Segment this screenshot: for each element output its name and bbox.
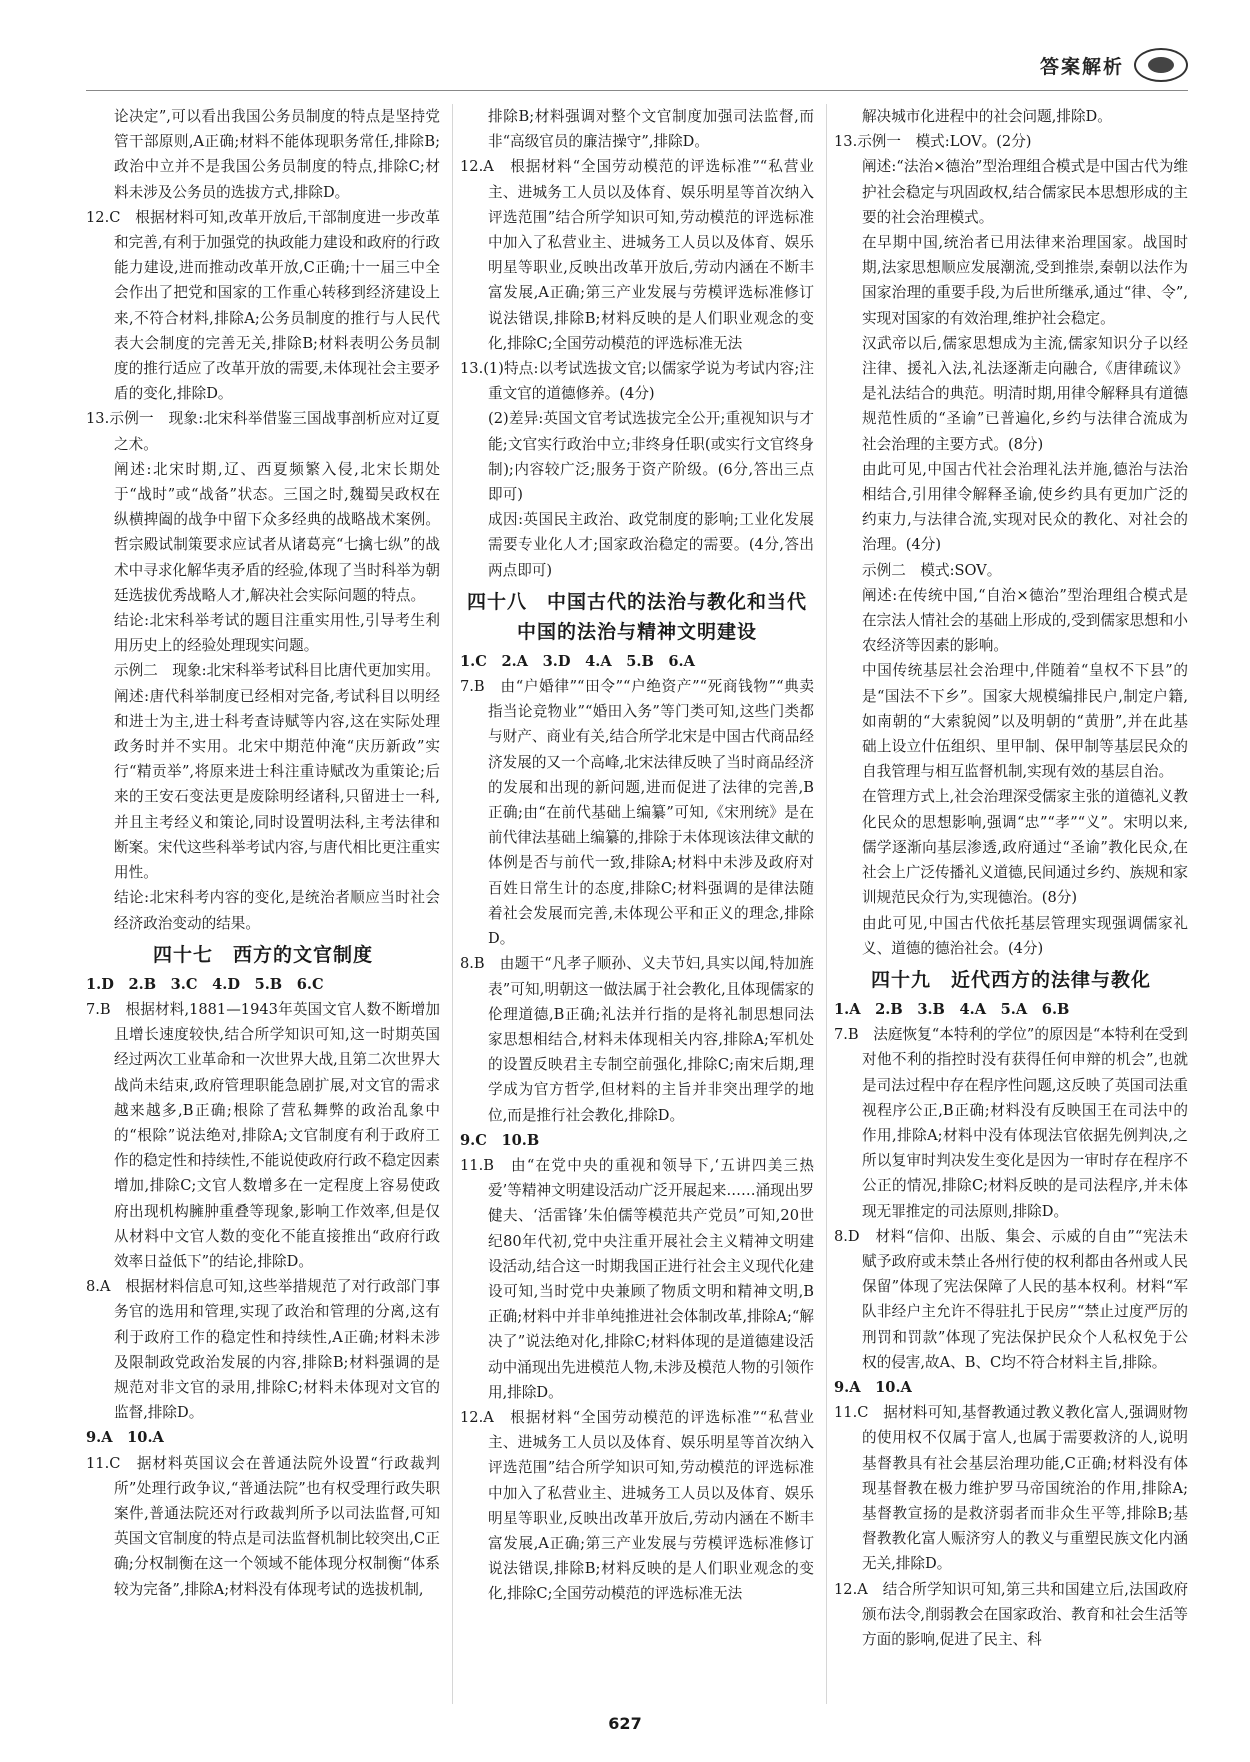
paragraph: 成因:英国民主政治、政党制度的影响;工业化发展需要专业化人才;国家政治稳定的需要。(4分,答出两点即可) xyxy=(488,511,814,579)
paragraph: 中国传统基层社会治理中,伴随着“皇权不下县”的是“国法不下乡”。国家大规模编排民户,制定户籍,如南朝的“大索貌阅”以及明朝的“黄册”,并在此基础上设立什伍组织、里甲制、保甲制等基层民众的自我管理与相互监督机制,实现有效的基层自治。 xyxy=(862,662,1188,781)
column-2 xyxy=(452,104,814,1704)
section-title: 四十七 西方的文官制度 xyxy=(152,943,373,966)
section-title: 四十八 中国古代的法治与教化和当代中国的法治与精神文明建设 xyxy=(466,590,807,643)
paragraph: 示例二 模式:SOV。 xyxy=(862,561,1002,579)
answer-item: 12.A 根据材料“全国劳动模范的评选标准”“私营业主、进城务工人员以及体育、娱乐明星等首次纳入评选范围”结合所学知识可知,劳动模范的评选标准中加入了私营业主、进城务工人员以及体育、娱乐明星等职业,反映出改革开放后,劳动内涵在不断丰富发展,A正确;第三产业发展与劳模评选标准修订说法错误,排除B;材料反映的是人们职业观念的变化,排除C;全国劳动模范的评选标准无法 xyxy=(460,158,814,352)
paragraph: 结论:北宋科举考试的题目注重实用性,引导考生利用历史上的经验处理现实问题。 xyxy=(114,612,440,655)
paragraph: 阐述:“法治×德治”型治理组合模式是中国古代为维护社会稳定与巩固政权,结合儒家民本思想形成的主要的社会治理模式。 xyxy=(862,158,1188,226)
answer-item: 12.A 根据材料“全国劳动模范的评选标准”“私营业主、进城务工人员以及体育、娱乐明星等首次纳入评选范围”结合所学知识可知,劳动模范的评选标准中加入了私营业主、进城务工人员以及体育、娱乐明星等职业,反映出改革开放后,劳动内涵在不断丰富发展,A正确;第三产业发展与劳模评选标准修订说法错误,排除B;材料反映的是人们职业观念的变化,排除C;全国劳动模范的评选标准无法 xyxy=(460,1408,814,1603)
section-title: 四十九 近代西方的法律与教化 xyxy=(870,968,1151,991)
answer-item: 13.示例一 模式:LOV。(2分) xyxy=(834,133,1032,151)
paragraph: 由此可见,中国古代社会治理礼法并施,德治与法治相结合,引用律令解释圣谕,使乡约具有更加广泛的约束力,与法律合流,实现对民众的教化、对社会的治理。(4分) xyxy=(862,460,1188,554)
column-1 xyxy=(86,104,440,1704)
answer-item: 11.C 据材料可知,基督教通过教义教化富人,强调财物的使用权不仅属于富人,也属于需要救济的人,说明基督教具有社会基层治理功能,C正确;材料没有体现基督教在极力维护罗马帝国统治的作用,排除A;基督教宣扬的是救济弱者而非众生平等,排除B;基督教教化富人赈济穷人的教义与重塑民族文化内涵无关,排除D。 xyxy=(834,1404,1188,1573)
paragraph: 阐述:在传统中国,“自治×德治”型治理组合模式是在宗法人情社会的基础上形成的,受到儒家思想和小农经济等因素的影响。 xyxy=(862,586,1188,655)
answer-item: 12.A 结合所学知识可知,第三共和国建立后,法国政府颁布法令,削弱教会在国家政治、教育和社会生活等方面的影响,促进了民主、科 xyxy=(834,1580,1188,1648)
column-3 xyxy=(826,104,1188,1704)
paragraph: 阐述:唐代科举制度已经相对完备,考试科目以明经和进士为主,进士科考查诗赋等内容,这在实际处理政务时并不实用。北宋中期范仲淹“庆历新政”实行“精贡举”,将原来进士科注重诗赋改为重策论;后来的王安石变法更是废除明经诸科,只留进士一科,并且主考经义和策论,同时设置明法科,主考法律和断案。宋代这些科举考试内容,与唐代相比更注重实用性。 xyxy=(114,687,440,882)
answer-item: 8.D 材料“信仰、出版、集会、示威的自由”“宪法未赋予政府或未禁止各州行使的权利都由各州或人民保留”体现了宪法保障了人民的基本权利。材料“军队非经户主允许不得驻扎于民房”“禁止过度严厉的刑罚和罚款”体现了宪法保护民众个人私权免于公权的侵害,故A、B、C均不符合材料主旨,排除。 xyxy=(834,1227,1188,1371)
answer-item: 8.A 根据材料信息可知,这些举措规范了对行政部门事务官的选用和管理,实现了政治和管理的分离,这有利于政府工作的稳定性和持续性,A正确;材料未涉及限制政党政治发展的内容,排除B;材料强调的是规范对非文官的录用,排除C;材料未体现对文官的监督,排除D。 xyxy=(86,1278,440,1422)
choice-answers: 1.D 2.B 3.C 4.D 5.B 6.C xyxy=(86,975,324,993)
answer-item: 13.示例一 现象:北宋科举借鉴三国战事剖析应对辽夏之术。 xyxy=(86,410,440,453)
paragraph: 论决定”,可以看出我国公务员制度的特点是坚持党管干部原则,A正确;材料不能体现职务常任,排除B;政治中立并不是我国公务员制度的特点,排除C;材料未涉及公务员的选拔方式,排除D。 xyxy=(114,108,440,201)
answer-item: 7.B 由“户婚律”“田令”“户绝资产”“死商钱物”“典卖指当论竞物业”“婚田入务”等门类可知,这些门类都与财产、商业有关,结合所学北宋是中国古代商品经济发展的又一个高峰,北宋法律反映了当时商品经济的发展和出现的新问题,进而促进了法律的完善,B正确;由“在前代基础上编纂”可知,《宋刑统》是在前代律法基础上编纂的,排除于未体现该法律文献的体例是否与前代一致,排除A;材料中未涉及政府对百姓日常生计的态度,排除C;材料强调的是律法随着社会发展而完善,未体现公平和正义的理念,排除D。 xyxy=(460,678,814,948)
answer-item: 13.(1)特点:以考试选拔文官;以儒家学说为考试内容;注重文官的道德修养。(4分) xyxy=(460,360,814,403)
header-title: 答案解析 xyxy=(1039,55,1124,78)
answer-columns xyxy=(86,104,1188,1704)
paragraph: 排除B;材料强调对整个文官制度加强司法监督,而非“高级官员的廉洁操守”,排除D。 xyxy=(488,108,814,151)
paragraph: 由此可见,中国古代依托基层管理实现强调儒家礼义、道德的德治社会。(4分) xyxy=(862,914,1188,957)
page-header xyxy=(1040,48,1188,82)
answer-item: 8.B 由题干“凡孝子顺孙、义夫节妇,具实以闻,特加旌表”可知,明朝这一做法属于社会教化,且体现儒家的伦理道德,B正确;礼法并行指的是将礼制思想同法家思想相结合,材料未体现相关内容,排除A;军机处的设置反映君主专制空前强化,排除C;南宋后期,理学成为官方哲学,但材料的主旨并非突出理学的地位,而是推行社会教化,排除D。 xyxy=(460,955,814,1124)
answer-item: 11.B 由“在党中央的重视和领导下,‘五讲四美三热爱’等精神文明建设活动广泛开展起来……涌现出罗健夫、‘活雷锋’朱伯儒等模范共产党员”可知,20世纪80年代初,党中央注重开展社会主义精神文明建设活动,结合这一时期我国正进行社会主义现代化建设可知,当时党中央兼顾了物质文明和精神文明,B正确;材料中并非单纯推进社会体制改革,排除A;“解决了”说法绝对化,排除C;材料体现的是道德建设活动中涌现出先进模范人物,未涉及模范人物的引领作用,排除D。 xyxy=(460,1156,814,1401)
page-number: 627 xyxy=(608,1714,642,1733)
paragraph: 在管理方式上,社会治理深受儒家主张的道德礼义教化民众的思想影响,强调“忠”“孝”“义”。宋明以来,儒学逐渐向基层渗透,政府通过“圣谕”教化民众,在社会上广泛传播礼义道德,民间通过乡约、族规和家训规范民众行为,实现德治。(8分) xyxy=(862,788,1188,907)
paragraph: 阐述:北宋时期,辽、西夏频繁入侵,北宋长期处于“战时”或“战备”状态。三国之时,魏蜀吴政权在纵横捭阖的战争中留下众多经典的战略战术案例。哲宗殿试制策要求应试者从诸葛亮“七擒七纵”的战术中寻求化解华夷矛盾的经验,体现了当时科举为朝廷选拔优秀战略人才,解决社会实际问题的特点。 xyxy=(114,460,440,604)
answer-item: 12.C 根据材料可知,改革开放后,干部制度进一步改革和完善,有利于加强党的执政能力建设和政府的行政能力建设,进而推动改革开放,C正确;十一届三中全会作出了把党和国家的工作重心转移到经济建设上来,不符合材料,排除A;公务员制度的推行与人民代表大会制度的完善无关,排除B;材料表明公务员制度的推行适应了改革开放的需要,未体现社会主要矛盾的变化,排除D。 xyxy=(86,208,440,403)
answer-item: 7.B 法庭恢复“本特利的学位”的原因是“本特利在受到对他不利的指控时没有获得任何申辩的机会”,也就是司法过程中存在程序性问题,这反映了英国司法重视程序公正,B正确;材料没有反映国王在司法中的作用,排除A;材料中没有体现法官依据先例判决,之所以复审时判决发生变化是因为一审时存在程序不公正的情况,排除C;材料反映的是司法程序,并未体现无罪推定的司法原则,排除D。 xyxy=(834,1026,1188,1220)
choice-answers: 1.A 2.B 3.B 4.A 5.A 6.B xyxy=(834,1000,1070,1018)
paragraph: 解决城市化进程中的社会问题,排除D。 xyxy=(862,108,1112,125)
answer-item: 11.C 据材料英国议会在普通法院外设置“行政裁判所”处理行政争议,“普通法院”也有权受理行政失职案件,普通法院还对行政裁判所予以司法监督,可知英国文官制度的特点是司法监督机制比较突出,C正确;分权制衡在这一个领域不能体现分权制衡“体系较为完备”,排除A;材料没有体现考试的选拔机制, xyxy=(86,1454,440,1598)
choice-answers: 9.C 10.B xyxy=(460,1131,540,1149)
choice-answers: 9.A 10.A xyxy=(834,1378,912,1396)
choice-answers: 9.A 10.A xyxy=(86,1429,164,1447)
answer-item: 7.B 根据材料,1881—1943年英国文官人数不断增加且增长速度较快,结合所学知识可知,这一时期英国经过两次工业革命和一次世界大战,且第二次世界大战尚未结束,政府管理职能急剧扩展,对文官的需求越来越多,B正确;根除了营私舞弊的政治乱象中的“根除”说法绝对,排除A;文官制度有利于政府工作的稳定性和持续性,不能说使政府行政不稳定因素增加,排除C;文官人数增多在一定程度上容易使政府出现机构臃肿重叠等现象,影响工作效率,但是仅从材料中文官人数的变化不能直接推出“政府行政效率日益低下”的结论,排除D。 xyxy=(86,1000,440,1270)
paragraph: 汉武帝以后,儒家思想成为主流,儒家知识分子以经注律、援礼入法,礼法逐渐走向融合,《唐律疏议》是礼法结合的典范。明清时期,用律令解释具有道德规范性质的“圣谕”已普遍化,乡约与法律合流成为社会治理的主要方式。(8分) xyxy=(862,334,1188,453)
eye-logo-icon xyxy=(1134,48,1188,82)
choice-answers: 1.C 2.A 3.D 4.A 5.B 6.A xyxy=(460,652,695,670)
paragraph: (2)差异:英国文官考试选拔完全公开;重视知识与才能;文官实行政治中立;非终身任职(或实行文官终身制);内容较广泛;服务于资产阶级。(6分,答出三点即可) xyxy=(488,410,814,504)
paragraph: 示例二 现象:北宋科举考试科目比唐代更加实用。 xyxy=(114,662,440,680)
paragraph: 在早期中国,统治者已用法律来治理国家。战国时期,法家思想顺应发展潮流,受到推崇,秦朝以法作为国家治理的重要手段,为后世所继承,通过“律、令”,实现对国家的有效治理,维护社会稳定。 xyxy=(862,234,1188,327)
paragraph: 结论:北宋科考内容的变化,是统治者顺应当时社会经济政治变动的结果。 xyxy=(114,889,440,932)
header-divider xyxy=(86,90,1188,91)
